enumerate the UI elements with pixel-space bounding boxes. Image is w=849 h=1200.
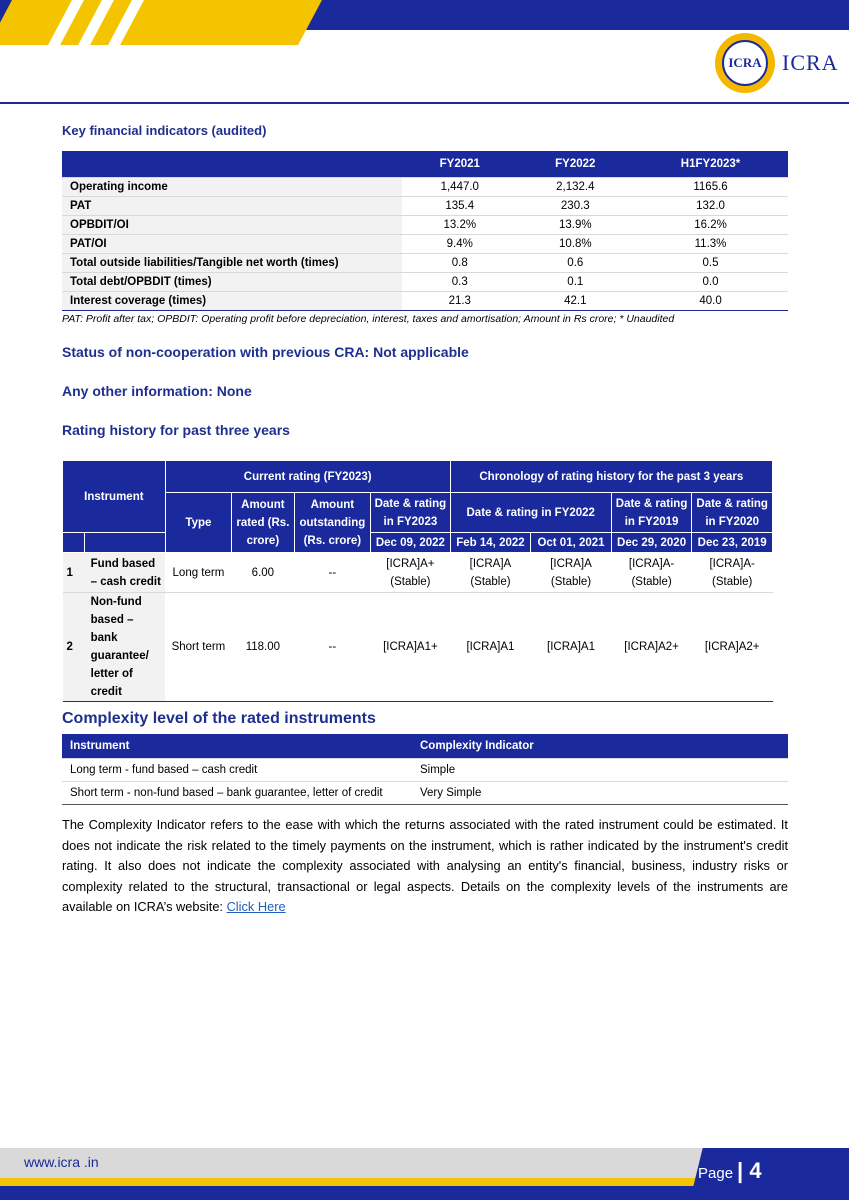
rh-date: Dec 23, 2019 [692,533,773,553]
table-row [62,781,788,804]
rh-header-row-2 [63,493,773,533]
table-row [62,196,788,215]
financial-col-fy2022: FY2022 [518,151,634,177]
rh-col-amount-outstanding: Amount outstanding (Rs. crore) [294,493,371,553]
rh-header-row-1 [63,461,773,493]
header-stripes [0,0,330,45]
cell: 0.5 [633,253,788,272]
rh-col-fy2022: Date & rating in FY2022 [450,493,611,533]
click-here-link[interactable]: Click Here [226,899,286,914]
row-label: Interest coverage (times) [62,291,402,310]
complexity-heading: Complexity level of the rated instruments [62,710,376,727]
cell: 9.4% [402,234,518,253]
table-row [62,291,788,310]
logo-mark: ICRA [722,40,768,86]
page-number-value: | 4 [737,1158,762,1183]
complexity-header-row [62,734,788,758]
rh-rating: [ICRA]A (Stable) [450,553,531,593]
rh-sno: 2 [63,593,85,702]
row-label: Operating income [62,177,402,196]
table-row [63,553,773,593]
cell: 11.3% [633,234,788,253]
rh-col-fy2020: Date & rating in FY2020 [692,493,773,533]
rh-date: Dec 29, 2020 [611,533,692,553]
cell: 21.3 [402,291,518,310]
cell: 0.6 [518,253,634,272]
row-label: Total debt/OPBDIT (times) [62,272,402,291]
rh-col-fy2023: Date & rating in FY2023 [371,493,451,533]
rh-rating: [ICRA]A2+ [611,593,692,702]
cell: 0.0 [633,272,788,291]
header-rule [0,102,849,104]
rating-history-heading: Rating history for past three years [62,422,290,438]
rh-rating: [ICRA]A1 [450,593,531,702]
cell: 0.1 [518,272,634,291]
rh-amount-rated: 118.00 [232,593,294,702]
cell: Long term - fund based – cash credit [62,758,412,781]
rh-rating: [ICRA]A1+ [371,593,451,702]
cell: 1,447.0 [402,177,518,196]
table-row [62,215,788,234]
rh-col-chronology: Chronology of rating history for the past 3 years [450,461,772,493]
table-row [62,177,788,196]
cell: 10.8% [518,234,634,253]
rh-date: Feb 14, 2022 [450,533,531,553]
other-info-heading: Any other information: None [62,383,252,399]
rh-rating: [ICRA]A2+ [692,593,773,702]
rh-amount-outstanding: -- [294,593,371,702]
cell: 40.0 [633,291,788,310]
financial-footnote: PAT: Profit after tax; OPBDIT: Operating profit before depreciation, interest, taxes and amortisation; Amount in Rs crore; * Unaudited [62,313,675,325]
cell: 2,132.4 [518,177,634,196]
cell: 132.0 [633,196,788,215]
rh-col-current: Current rating (FY2023) [165,461,450,493]
rh-amount-outstanding: -- [294,553,371,593]
row-label: PAT [62,196,402,215]
rh-rating: [ICRA]A1 [531,593,612,702]
financial-col-fy2021: FY2021 [402,151,518,177]
rh-amount-rated: 6.00 [232,553,294,593]
cell: 42.1 [518,291,634,310]
rating-history-table [62,460,773,702]
cell: Short term - non-fund based – bank guarantee, letter of credit [62,781,412,804]
row-label: PAT/OI [62,234,402,253]
complexity-col-indicator: Complexity Indicator [412,734,788,758]
rh-col-amount-rated: Amount rated (Rs. crore) [232,493,294,553]
complexity-text: The Complexity Indicator refers to the ease with which the returns associated with the rated instrument could be estimated. It does not indicate the risk related to the timely payments on the instrument, which is rather indicated by the instrument's credit rating. It also does not indicate the complexity associated with analysing an entity's financial, business, industry risks or complexity related to the structural, transactional or legal aspects. Details on the complexity levels of the instruments are available on ICRA’s website: [62,817,788,914]
row-label: OPBDIT/OI [62,215,402,234]
rh-instrument: Non-fund based – bank guarantee/ letter of credit [85,593,166,702]
table-row [62,253,788,272]
table-row [62,758,788,781]
cell: 135.4 [402,196,518,215]
complexity-table [62,734,788,805]
rh-sno: 1 [63,553,85,593]
cell: 1165.6 [633,177,788,196]
rh-rating: [ICRA]A (Stable) [531,553,612,593]
financial-col-label [62,151,402,177]
cell: Simple [412,758,788,781]
rh-rating: [ICRA]A+ (Stable) [371,553,451,593]
financial-col-h1fy2023: H1FY2023* [633,151,788,177]
rh-spacer-sno [63,533,85,553]
financial-heading: Key financial indicators (audited) [62,123,267,138]
rh-date: Oct 01, 2021 [531,533,612,553]
rh-instrument: Fund based – cash credit [85,553,166,593]
icra-logo-icon [715,33,775,93]
footer-url[interactable]: www.icra .in [24,1154,99,1170]
complexity-paragraph [62,815,788,918]
noncooperation-heading: Status of non-cooperation with previous CRA: Not applicable [62,344,469,360]
rh-date: Dec 09, 2022 [371,533,451,553]
financial-header-row [62,151,788,177]
rh-type: Short term [165,593,231,702]
complexity-col-instrument: Instrument [62,734,412,758]
table-row [62,272,788,291]
rh-col-instrument: Instrument [63,461,166,533]
table-row [62,234,788,253]
table-row [63,593,773,702]
rh-spacer-instrument [85,533,166,553]
page-number [698,1158,762,1184]
rh-col-type: Type [165,493,231,553]
rh-rating: [ICRA]A- (Stable) [611,553,692,593]
page-label: Page [698,1165,734,1182]
financial-table [62,151,788,311]
cell: Very Simple [412,781,788,804]
logo-text: ICRA [782,50,839,75]
cell: 0.3 [402,272,518,291]
cell: 13.9% [518,215,634,234]
rh-col-fy2019: Date & rating in FY2019 [611,493,692,533]
cell: 230.3 [518,196,634,215]
cell: 0.8 [402,253,518,272]
cell: 13.2% [402,215,518,234]
rh-type: Long term [165,553,231,593]
rh-rating: [ICRA]A- (Stable) [692,553,773,593]
row-label: Total outside liabilities/Tangible net worth (times) [62,253,402,272]
cell: 16.2% [633,215,788,234]
footer-accent [0,1178,700,1186]
